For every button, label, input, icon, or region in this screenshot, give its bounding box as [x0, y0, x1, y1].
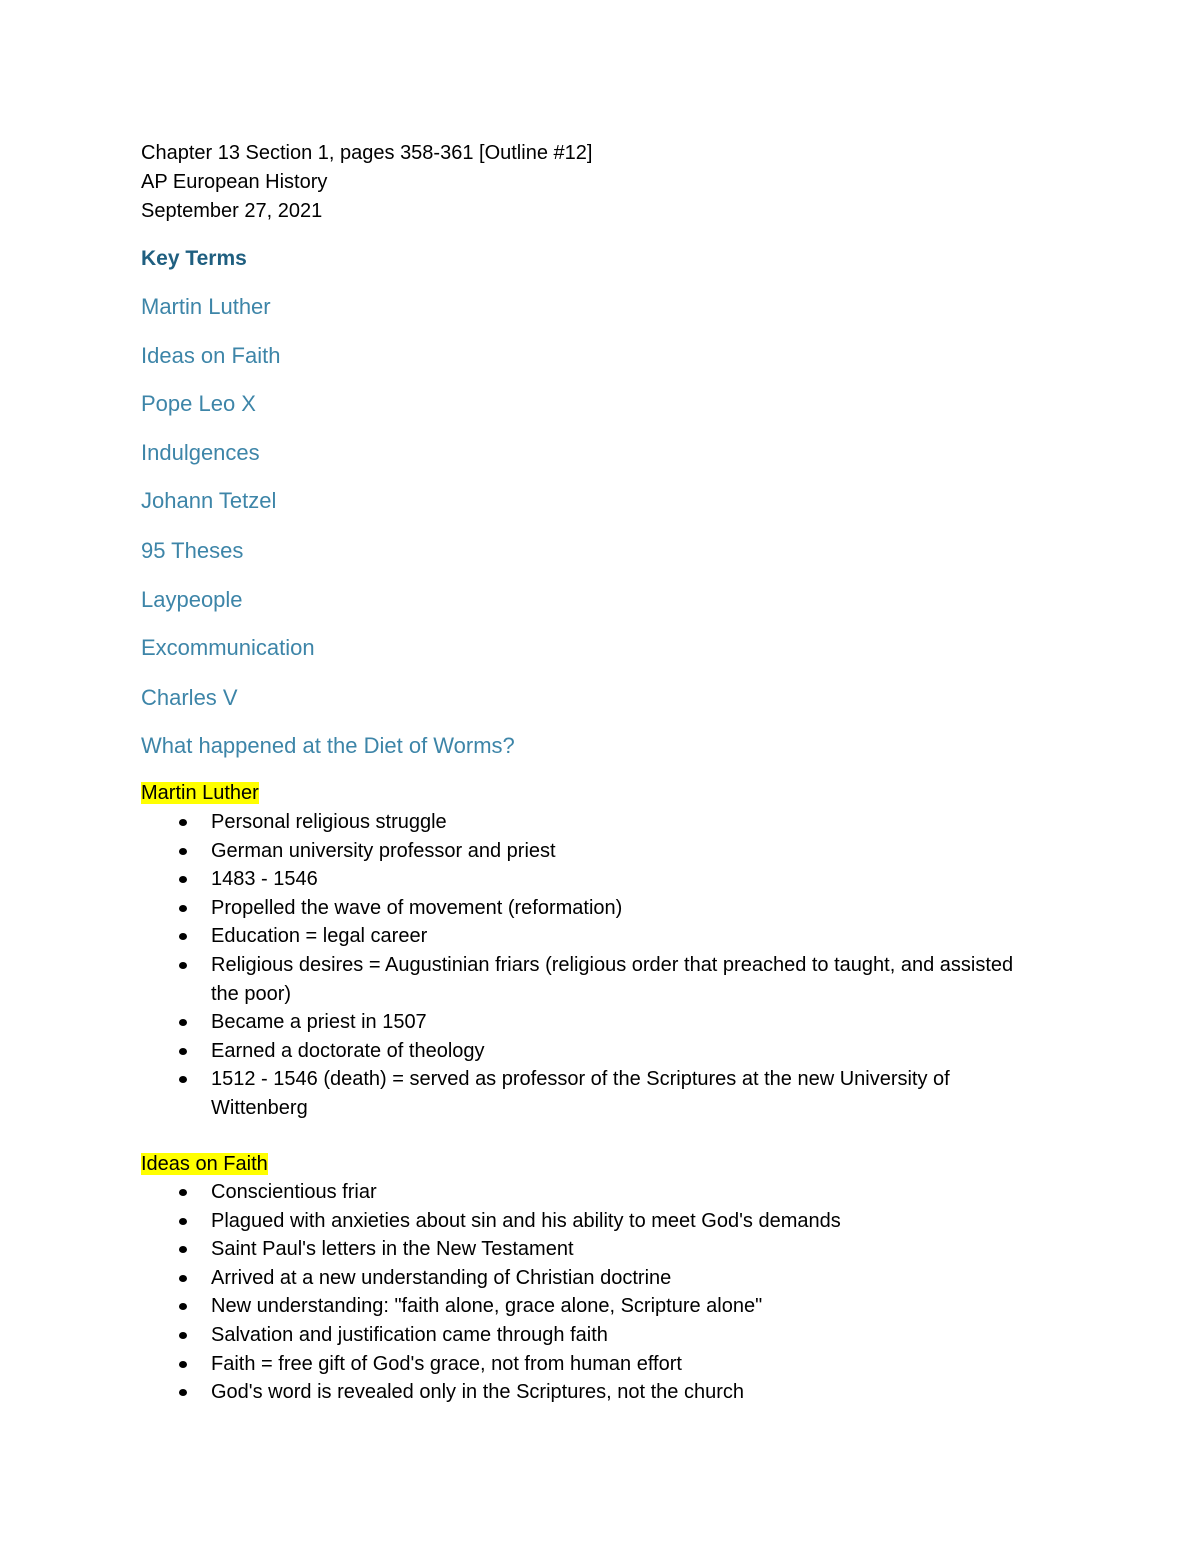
list-item: Religious desires = Augustinian friars (religious order that preached to taught, and assisted the poor): [141, 951, 1041, 1008]
key-term-laypeople: Laypeople: [141, 587, 243, 612]
bullet-icon: [179, 1361, 187, 1368]
bullet-icon: [179, 962, 187, 969]
bullet-icon: [179, 819, 187, 826]
document-title: Chapter 13 Section 1, pages 358-361 [Outline #12]: [141, 142, 593, 164]
key-term-charles-v: Charles V: [141, 685, 238, 710]
highlighted-heading-text: Martin Luther: [141, 782, 259, 804]
list-item: Faith = free gift of God's grace, not from human effort: [141, 1350, 1041, 1379]
key-term-johann-tetzel: Johann Tetzel: [141, 488, 277, 513]
key-term-diet-of-worms: What happened at the Diet of Worms?: [141, 733, 515, 758]
list-item: New understanding: "faith alone, grace alone, Scripture alone": [141, 1292, 1041, 1321]
key-term-indulgences: Indulgences: [141, 440, 260, 465]
list-item: Education = legal career: [141, 922, 1041, 951]
highlighted-heading-text: Ideas on Faith: [141, 1153, 268, 1175]
bullet-icon: [179, 1332, 187, 1339]
course-name: AP European History: [141, 171, 328, 193]
list-item: Personal religious struggle: [141, 808, 1041, 837]
bullet-icon: [179, 905, 187, 912]
key-term-95-theses: 95 Theses: [141, 538, 244, 563]
ideas-on-faith-bullet-list: [141, 1178, 1041, 1407]
bullet-icon: [179, 1389, 187, 1396]
list-item: 1483 - 1546: [141, 865, 1041, 894]
bullet-icon: [179, 1076, 187, 1083]
bullet-icon: [179, 1189, 187, 1196]
list-item: Salvation and justification came through faith: [141, 1321, 1041, 1350]
key-terms-heading: Key Terms: [141, 247, 247, 270]
key-term-excommunication: Excommunication: [141, 635, 315, 660]
bullet-icon: [179, 1246, 187, 1253]
list-item: Conscientious friar: [141, 1178, 1041, 1207]
list-item: Earned a doctorate of theology: [141, 1037, 1041, 1066]
list-item: Became a priest in 1507: [141, 1008, 1041, 1037]
bullet-icon: [179, 1019, 187, 1026]
list-item: 1512 - 1546 (death) = served as professor of the Scriptures at the new University of Wittenberg: [141, 1065, 1041, 1122]
section-heading-ideas-on-faith: [141, 1152, 268, 1176]
key-term-martin-luther: Martin Luther: [141, 294, 271, 319]
bullet-icon: [179, 848, 187, 855]
bullet-icon: [179, 1275, 187, 1282]
bullet-icon: [179, 1048, 187, 1055]
list-item: Saint Paul's letters in the New Testament: [141, 1235, 1041, 1264]
list-item: Propelled the wave of movement (reformation): [141, 894, 1041, 923]
key-term-pope-leo-x: Pope Leo X: [141, 391, 256, 416]
bullet-icon: [179, 1218, 187, 1225]
key-term-ideas-on-faith: Ideas on Faith: [141, 343, 281, 368]
list-item: Plagued with anxieties about sin and his ability to meet God's demands: [141, 1207, 1041, 1236]
martin-luther-bullet-list: [141, 808, 1041, 1123]
section-heading-martin-luther: [141, 781, 259, 805]
list-item: Arrived at a new understanding of Christian doctrine: [141, 1264, 1041, 1293]
list-item: German university professor and priest: [141, 837, 1041, 866]
bullet-icon: [179, 933, 187, 940]
list-item: God's word is revealed only in the Scriptures, not the church: [141, 1378, 1041, 1407]
document-date: September 27, 2021: [141, 200, 323, 222]
bullet-icon: [179, 876, 187, 883]
bullet-icon: [179, 1303, 187, 1310]
